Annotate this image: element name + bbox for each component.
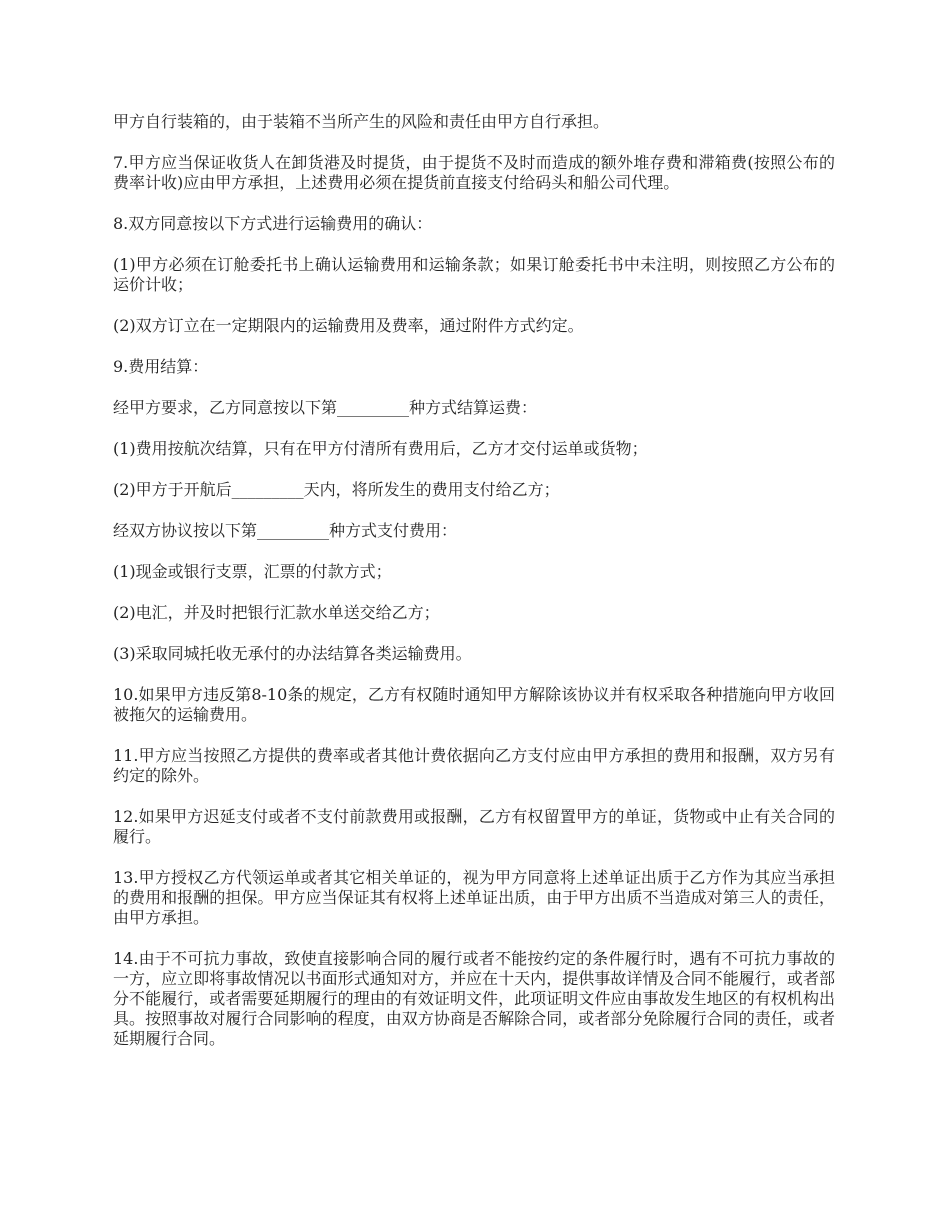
paragraph-clause-8-item-2: (2)双方订立在一定期限内的运输费用及费率，通过附件方式约定。 [113,316,584,335]
paragraph-clause-9: 9.费用结算： [113,357,209,376]
paragraph-payment-item-2: (2)电汇，并及时把银行汇款水单送交给乙方； [113,603,440,622]
paragraph-payment-method: 经双方协议按以下第_________种方式支付费用： [113,521,458,540]
paragraph-settlement-method: 经甲方要求，乙方同意按以下第_________种方式结算运费： [113,398,538,417]
paragraph-clause-8-item-1: (1)甲方必须在订舱委托书上确认运输费用和运输条款；如果订舱委托书中未注明，则按照乙方公布的运价计收； [113,255,835,294]
paragraph-clause-14: 14.由于不可抗力事故，致使直接影响合同的履行或者不能按约定的条件履行时，遇有不可抗力事故的一方，应立即将事故情况以书面形式通知对方，并应在十天内，提供事故详情及合同不能履行，或者部分不能履行，或者需要延期履行的理由的有效证明文件，此项证明文件应由事故发生地区的有权机构出具。按照事故对履行合同影响的程度，由双方协商是否解除合同，或者部分免除履行合同的责任，或者延期履行合同。 [113,949,835,1048]
paragraph-clause-8: 8.双方同意按以下方式进行运输费用的确认： [113,214,433,233]
paragraph-settlement-item-1: (1)费用按航次结算，只有在甲方付清所有费用后，乙方才交付运单或货物； [113,439,648,458]
paragraph-payment-item-3: (3)采取同城托收无承付的办法结算各类运输费用。 [113,644,472,663]
paragraph-packing-risk: 甲方自行装箱的，由于装箱不当所产生的风险和责任由甲方自行承担。 [113,112,610,131]
paragraph-clause-13: 13.甲方授权乙方代领运单或者其它相关单证的，视为甲方同意将上述单证出质于乙方作为其应当承担的费用和报酬的担保。甲方应当保证其有权将上述单证出质，由于甲方出质不当造成对第三人的责任，由甲方承担。 [113,868,835,927]
paragraph-clause-11: 11.甲方应当按照乙方提供的费率或者其他计费依据向乙方支付应由甲方承担的费用和报酬，双方另有约定的除外。 [113,746,835,785]
paragraph-clause-12: 12.如果甲方迟延支付或者不支付前款费用或报酬，乙方有权留置甲方的单证，货物或中止有关合同的履行。 [113,807,835,846]
paragraph-settlement-item-2: (2)甲方于开航后_________天内，将所发生的费用支付给乙方； [113,480,560,499]
document-page [113,112,835,1070]
paragraph-payment-item-1: (1)现金或银行支票，汇票的付款方式； [113,562,392,581]
paragraph-clause-10: 10.如果甲方违反第8-10条的规定，乙方有权随时通知甲方解除该协议并有权采取各种措施向甲方收回被拖欠的运输费用。 [113,685,835,724]
paragraph-clause-7: 7.甲方应当保证收货人在卸货港及时提货，由于提货不及时而造成的额外堆存费和滞箱费(按照公布的费率计收)应由甲方承担，上述费用必须在提货前直接支付给码头和船公司代理。 [113,153,835,192]
